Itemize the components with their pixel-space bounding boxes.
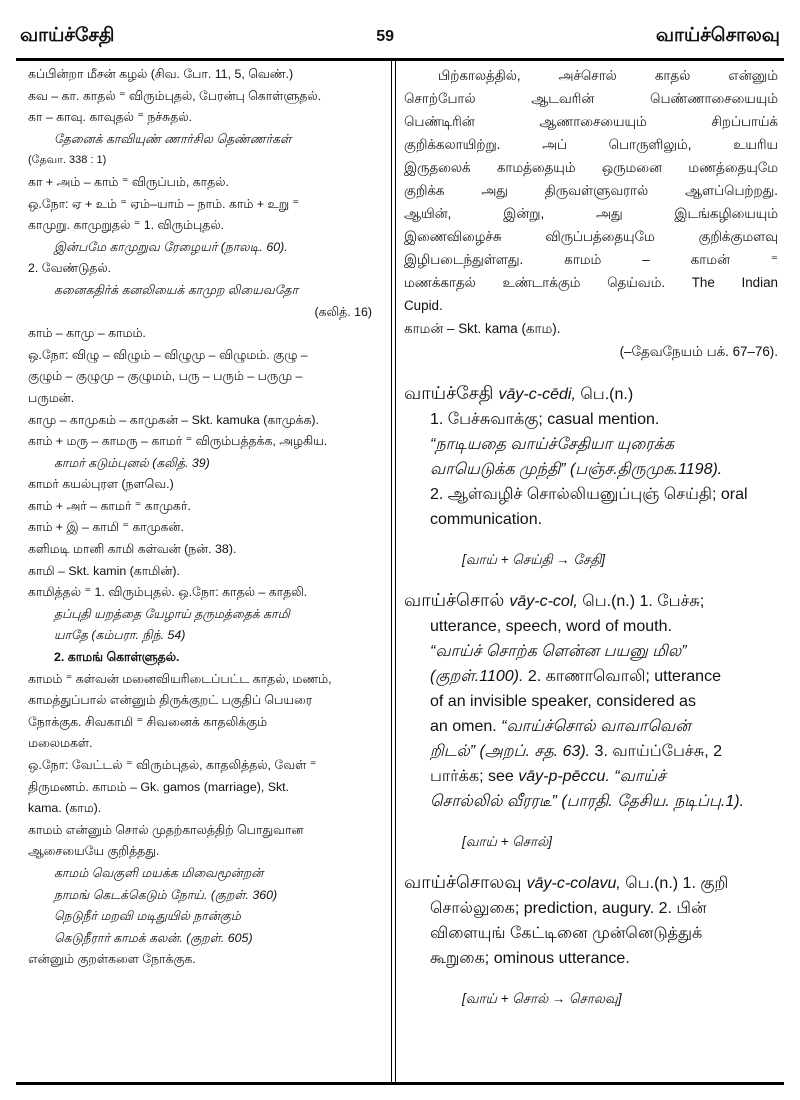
entry-text: utterance, speech, word of mouth. bbox=[430, 618, 672, 635]
text-line: காம் + இ – காமி ⁼ காமுகன். bbox=[28, 520, 184, 535]
text-line: ஒ.நோ: ஏ + உம் ⁼ ஏம்–யாம் – நாம். காம் + உறு ⁼ bbox=[28, 196, 300, 211]
text-line: இன்பமே காமுறுவ ரேழையர் (நாலடி. 60). bbox=[54, 239, 288, 254]
text-line: களிமடி மானி காமி கள்வன் (நன். 38). bbox=[28, 542, 237, 557]
header-rule bbox=[16, 58, 784, 61]
text-line: குழும் – குழுமு – குழுமம், பரு – பரும் – பருமு – bbox=[28, 369, 303, 384]
text-line: காமத்துப்பால் என்னும் திருக்குறட் பகுதிப் பெயரை bbox=[28, 693, 313, 708]
text-line: காமர் கயல்புரள (நளவெ.) bbox=[28, 477, 174, 492]
text-line: தேனைக் காவியுண் ணார்சில தெண்ணர்கள் bbox=[54, 131, 292, 146]
text-line: கப்பின்றா மீசன் கழல் (சிவ. போ. 11, 5, வெண்.) bbox=[28, 67, 294, 81]
footer-rule bbox=[16, 1082, 784, 1085]
entry-line bbox=[404, 407, 778, 432]
header-left-word: வாய்ச்சேதி bbox=[20, 25, 115, 46]
text-line: திருமணம். காமம் – Gk. gamos (marriage), Skt. bbox=[28, 779, 290, 794]
entry-text: 3. வாய்ப்பேச்சு, 2 bbox=[590, 743, 722, 760]
transliteration: vāy-c-col, bbox=[509, 593, 578, 610]
text-line: காமர் கடும்புனல் (கலித். 39) bbox=[54, 455, 210, 470]
text-line: கனைகதிர்க் கனலியைக் காமுற லியைவதோ bbox=[54, 282, 299, 297]
entry-text: 1. பேச்சுவாக்கு; casual mention. bbox=[430, 411, 660, 428]
entry-text: an omen. bbox=[430, 718, 502, 735]
text-line: கா + அம் – காம் ⁼ விருப்பம், காதல். bbox=[28, 174, 229, 189]
dictionary-entry bbox=[404, 381, 778, 532]
entry-line bbox=[404, 639, 778, 664]
column-divider-inner bbox=[395, 58, 396, 1082]
paragraph-skt: காமன் – Skt. kama (காம). bbox=[404, 321, 561, 336]
entry-text: (குறள்.1100). bbox=[430, 668, 524, 685]
paragraph-line: மணக்காதல் உண்டாக்கும் தெய்வம். The Indian bbox=[404, 275, 778, 290]
text-line: நாமங் கெடக்கெடும் நோய். (குறள். 360) bbox=[54, 887, 278, 902]
entry-text: பெ.(n.) 1. குறி bbox=[620, 875, 729, 892]
paragraph-line: சொற்போல் ஆடவரின் பெண்ணாசையையும் bbox=[404, 91, 778, 106]
text-line: தப்புதி யறத்தை யேழாய் தருமத்தைக் காமி bbox=[54, 606, 290, 621]
header-right-word: வாய்ச்சொலவு bbox=[655, 25, 780, 46]
entry-text: “வாய்ச் சொற்க ளென்ன பயனு மில” bbox=[430, 643, 687, 660]
entry-line bbox=[404, 457, 778, 482]
entry-line bbox=[404, 689, 778, 714]
entry-text: 2. ஆள்வழிச் சொல்லியனுப்புஞ் செய்தி; oral bbox=[430, 486, 748, 503]
left-column bbox=[28, 64, 384, 971]
dictionary-entry bbox=[404, 870, 778, 971]
entry-text: சொல்லுகை; prediction, augury. 2. பின் bbox=[430, 900, 707, 917]
text-line: என்னும் குறள்களை நோக்குக. bbox=[28, 952, 196, 967]
text-line: (கலித். 16) bbox=[314, 304, 372, 319]
page-number: 59 bbox=[376, 28, 395, 45]
headword: வாய்ச்சேதி bbox=[404, 383, 499, 403]
text-line: காமம் ⁼ கள்வன் மனைவியரிடைப்பட்ட காதல், மணம், bbox=[28, 671, 332, 686]
entry-line bbox=[404, 946, 778, 971]
right-column bbox=[404, 64, 778, 1027]
text-line: ஒ.நோ: விழு – விழும் – விழுமு – விழுமம். குழு – bbox=[28, 347, 308, 362]
entry-text: விளையுங் கேட்டினை முன்னெடுத்துக் bbox=[430, 925, 703, 942]
text-line: காமம் என்னும் சொல் முதற்காலத்திற் பொதுவான bbox=[28, 822, 304, 837]
entry-text: றிடல்” (அறப். சத. 63). bbox=[430, 743, 591, 760]
entry-text: சொல்லில் வீரரடீ” (பாரதி. தேசிய. நடிப்பு.1). bbox=[430, 793, 745, 810]
paragraph-source: (–தேவநேயம் பக். 67–76). bbox=[619, 344, 778, 359]
text-line: கெடுநீரார் காமக் கலன். (குறள். 605) bbox=[54, 930, 253, 945]
entry-line bbox=[404, 789, 778, 814]
text-line: நோக்குக. சிவகாமி ⁼ சிவனைக் காதலிக்கும் bbox=[28, 714, 268, 729]
entry-line bbox=[404, 507, 778, 532]
entry-text: “வாய்ச்சொல் வாவாவென் bbox=[501, 718, 691, 735]
entry-line bbox=[404, 870, 778, 896]
text-line: கவ – கா. காதல் ⁼ விரும்புதல், பேரன்பு கொள்ளுதல். bbox=[28, 88, 322, 103]
paragraph-line: ஆயின், இன்று, அது இடங்கழியையும் bbox=[404, 206, 778, 221]
transliteration: vāy-c-colavu, bbox=[526, 875, 621, 892]
text-line: மலைமகள். bbox=[28, 736, 93, 751]
text-line: காம் + அர் – காமர் ⁼ காமுகர். bbox=[28, 498, 191, 513]
entry-line bbox=[404, 921, 778, 946]
continuation-paragraph bbox=[404, 64, 778, 363]
text-line: காமம் வெகுளி மயக்க மிவைமூன்றன் bbox=[54, 865, 264, 880]
entry-text: பெ.(n.) bbox=[575, 386, 634, 403]
paragraph-line: பிற்காலத்தில், அச்சொல் காதல் என்னும் bbox=[438, 68, 778, 83]
entry-text: கூறுகை; ominous utterance. bbox=[430, 950, 630, 967]
text-line: நெடுநீர் மறவி மடிதுயில் நான்கும் bbox=[54, 909, 241, 924]
entry-line bbox=[404, 739, 778, 764]
paragraph-last-line: Cupid. bbox=[404, 298, 443, 313]
text-line: ஆசையையே குறித்தது. bbox=[28, 844, 160, 859]
headword: வாய்ச்சொலவு bbox=[404, 872, 527, 892]
entry-text: “வாய்ச் bbox=[609, 768, 666, 785]
etymology: [வாய் + சொல் → சொலவு] bbox=[462, 991, 622, 1006]
text-line: (தேவா. 338 : 1) bbox=[28, 154, 107, 167]
headword: வாய்ச்சொல் bbox=[404, 590, 510, 610]
entry-text: communication. bbox=[430, 511, 543, 528]
paragraph-line: இணைவிழைச்சு விருப்பத்தையுமே குறிக்குமளவு bbox=[404, 229, 778, 244]
etymology: [வாய் + செய்தி → சேதி] bbox=[462, 552, 606, 567]
page-header bbox=[20, 22, 780, 52]
text-line: காமி – Skt. kamin (காமின்). bbox=[28, 563, 180, 578]
paragraph-line: பெண்டிரின் ஆணாசையையும் சிறப்பாய்க் bbox=[404, 114, 778, 129]
entry-text: of an invisible speaker, considered as bbox=[430, 693, 696, 710]
text-line: காமு – காமுகம் – காமுகன் – Skt. kamuka (காமுக்க). bbox=[28, 412, 319, 427]
entry-line bbox=[404, 614, 778, 639]
entry-text: பெ.(n.) 1. பேச்சு; bbox=[577, 593, 705, 610]
text-line: காம் – காமு – காமம். bbox=[28, 326, 146, 341]
paragraph-line: குறிக்க அது திருவள்ளுவரால் ஆளப்பெற்றது. bbox=[404, 183, 778, 198]
entry-line bbox=[404, 588, 778, 614]
entry-text: 2. காணாவொலி; utterance bbox=[523, 668, 721, 685]
paragraph-line: இழிபடைந்துள்ளது. காமம் – காமன் ⁼ bbox=[404, 252, 778, 267]
entry-line bbox=[404, 896, 778, 921]
dictionary-entries bbox=[404, 381, 778, 1009]
text-line: கா – காவு. காவுதல் ⁼ நச்சுதல். bbox=[28, 110, 193, 125]
text-line: 2. வேண்டுதல். bbox=[28, 261, 112, 276]
text-line: காம் + மரு – காமரு – காமர் ⁼ விரும்பத்தக்க, அழகிய. bbox=[28, 434, 328, 449]
entry-line bbox=[404, 714, 778, 739]
transliteration: vāy-p-pēccu. bbox=[518, 768, 610, 785]
paragraph-line: குறிக்கலாயிற்று. அப் பொருளிலும், உயரிய bbox=[404, 137, 778, 152]
etymology: [வாய் + சொல்] bbox=[462, 834, 552, 849]
paragraph-line: இருதலைக் காமத்தையும் ஒருமனை மணத்தையுமே bbox=[404, 160, 778, 175]
entry-text: பார்க்க; see bbox=[430, 768, 519, 785]
entry-line bbox=[404, 764, 778, 789]
entry-line bbox=[404, 381, 778, 407]
text-line: பருமன். bbox=[28, 390, 75, 405]
column-divider bbox=[391, 58, 392, 1082]
text-line: kama. (காம). bbox=[28, 801, 102, 816]
transliteration: vāy-c-cēdi, bbox=[498, 386, 576, 403]
dictionary-entry bbox=[404, 588, 778, 814]
text-line: காமித்தல் ⁼ 1. விரும்புதல். ஒ.நோ: காதல் – காதலி. bbox=[28, 585, 308, 600]
entry-line bbox=[404, 664, 778, 689]
entry-line bbox=[404, 482, 778, 507]
entry-text: “நாடியதை வாய்ச்சேதியா யுரைக்க bbox=[430, 436, 675, 453]
text-line: ஒ.நோ: வேட்டல் ⁼ விரும்புதல், காதலித்தல், வேள் ⁼ bbox=[28, 758, 317, 772]
entry-text: வாயெடுக்க முந்தி” (பஞ்ச.திருமுக.1198). bbox=[430, 461, 723, 478]
text-line: யாதே (கம்பரா. நிந். 54) bbox=[54, 628, 186, 643]
text-line: காமுறு. காமுறுதல் ⁼ 1. விரும்புதல். bbox=[28, 218, 225, 233]
entry-line bbox=[404, 432, 778, 457]
text-line: 2. காமங் கொள்ளுதல். bbox=[54, 650, 180, 665]
